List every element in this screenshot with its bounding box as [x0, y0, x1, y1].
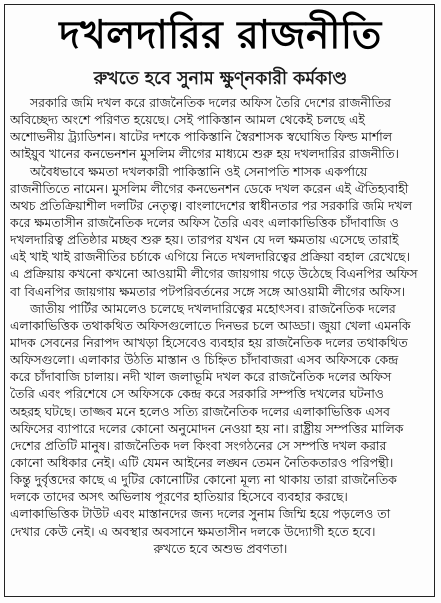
article-line: অফিসের ব্যাপারে দলের কোনো অনুমোদন নেওয়া হয় না। রাষ্ট্রীয় সম্পত্তির মালিক — [10, 420, 404, 436]
article-line: অবিচ্ছেদ্য অংশে পরিণত হয়েছে। সেই পাকিস্তান আমল থেকেই চলছে এই — [10, 112, 365, 128]
article-line: জাতীয় পার্টির আমলেও চলেছে দখলদারিত্বের মহোৎসব। রাজনৈতিক দলের — [30, 300, 396, 316]
headline: দখলদারির রাজনীতি — [59, 13, 382, 58]
article-line: দেশের প্রতিটি মানুষ। রাজনৈতিক দল কিংবা সংগঠনের সে সম্পত্তি দখল করার — [10, 437, 387, 453]
article-line: তৈরি এবং পরিশেষে সে অফিসকে কেন্দ্র করে সরকারি সম্পত্তি দখলের ঘটনাও — [10, 386, 384, 402]
article-line: সরকারি জমি দখল করে রাজনৈতিক দলের অফিস তৈরি দেশের রাজনীতির — [30, 95, 392, 110]
article-line: দেখার কেউ নেই। এ অবস্থার অবসানে ক্ষমতাসীন দলকে উদ্যোগী হতে হবে। — [10, 523, 376, 539]
article-line: দলকে তাদের অসৎ অভিলাষ পূরণের হাতিয়ার হিসেবে ব্যবহার করছে। — [10, 489, 348, 505]
article-line: অফিসগুলো। এলাকার উঠতি মাস্তান ও চিহ্নিত চাঁদাবাজরা এসব অফিসকে কেন্দ্র — [10, 352, 399, 368]
article-line: এলাকাভিত্তিক টাউট এবং মাস্তানদের জন্য দলের সুনাম জিম্মি হয়ে পড়লেও তা — [10, 506, 391, 522]
article-line: এলাকাভিত্তিক তথাকথিত অফিসগুলোতে দিনভর চলে আড্ডা। জুয়া খেলা এমনকি — [10, 317, 411, 333]
article-line: বা বিএনপির জায়গায় ক্ষমতার পটপরিবর্তনের সঙ্গে সঙ্গে আওয়ামী লীগের অফিস। — [10, 283, 406, 299]
article-line: অবৈধভাবে ক্ষমতা দখলকারী পাকিস্তানি ওই সেনাপতি শাসক একর্পায়ে — [30, 163, 368, 179]
article-line: রুখতে হবে অশুভ প্রবণতা। — [153, 540, 288, 556]
article-line: অহরহ ঘটছে। তাজ্জব মনে হলেও সত্যি রাজনৈতিক দলের এলাকাভিত্তিক এসব — [10, 403, 390, 419]
article-body — [10, 94, 431, 557]
article-line: মাদক সেবনের নিরাপদ আখড়া হিসেবেও ব্যবহার হয় রাজনৈতিক দলের তথাকথিত — [10, 334, 408, 350]
article-line: আইয়ুব খানের কনভেনশন মুসলিম লীগের মাধ্যমে শুরু হয় দখলদারির রাজনীতি। — [10, 146, 399, 162]
subheadline: রুখতে হবে সুনাম ক্ষুণ্নকারী কর্মকাণ্ড — [93, 69, 348, 89]
article-line: এ প্রক্রিয়ায় কখনো কখনো আওয়ামী লীগের জায়গায় গড়ে উঠেছে বিএনপির অফিস — [10, 266, 418, 282]
article-line: দখলদারিত্ব প্রতিষ্ঠার মচ্ছব শুরু হয়। তারপর যখন যে দল ক্ষমতায় এসেছে তারাই — [10, 232, 399, 248]
article-line: অথচ প্রতিক্রিয়াশীল দলটির নেতৃত্ব। বাংলাদেশের স্বাধীনতার পর সরকারি জমি দখল — [10, 197, 412, 213]
article-line: রাজনীতিতে নামেন। মুসলিম লীগের কনভেনশন ডেকে দখল করেন এই ঐতিহ্যবাহী — [10, 180, 409, 196]
article-line: কোনো অধিকার নেই। এটি যেমন আইনের লঙ্ঘন তেমন নৈতিকতারও পরিপন্থী। — [10, 454, 394, 470]
article-line: অশোভনীয় ট্র্যাডিশন। ষাটের দশকে পাকিস্তানি স্বৈরশাসক স্বঘোষিত ফিল্ড মার্শাল — [10, 129, 393, 145]
article-line: করে চাঁদাবাজি চালায়। নদী খাল জলাভূমি দখল করে রাজনৈতিক দলের অফিস — [10, 369, 392, 385]
article-line: কিন্তু দুর্বৃত্তদের কাছে এ দুটির কোনোটির কোনো মূল্য না থাকায় তারা রাজনৈতিক — [10, 472, 397, 488]
article-line: করে ক্ষমতাসীন রাজনৈতিক দলের অফিস তৈরি এবং এলাকাভিত্তিক চাঁদাবাজি ও — [10, 214, 399, 230]
article-line: এই খাই খাই রাজনীতির চর্চাকে এগিয়ে নিতে দখলদারিত্বের প্রক্রিয়া বহাল রেখেছে। — [10, 249, 411, 265]
